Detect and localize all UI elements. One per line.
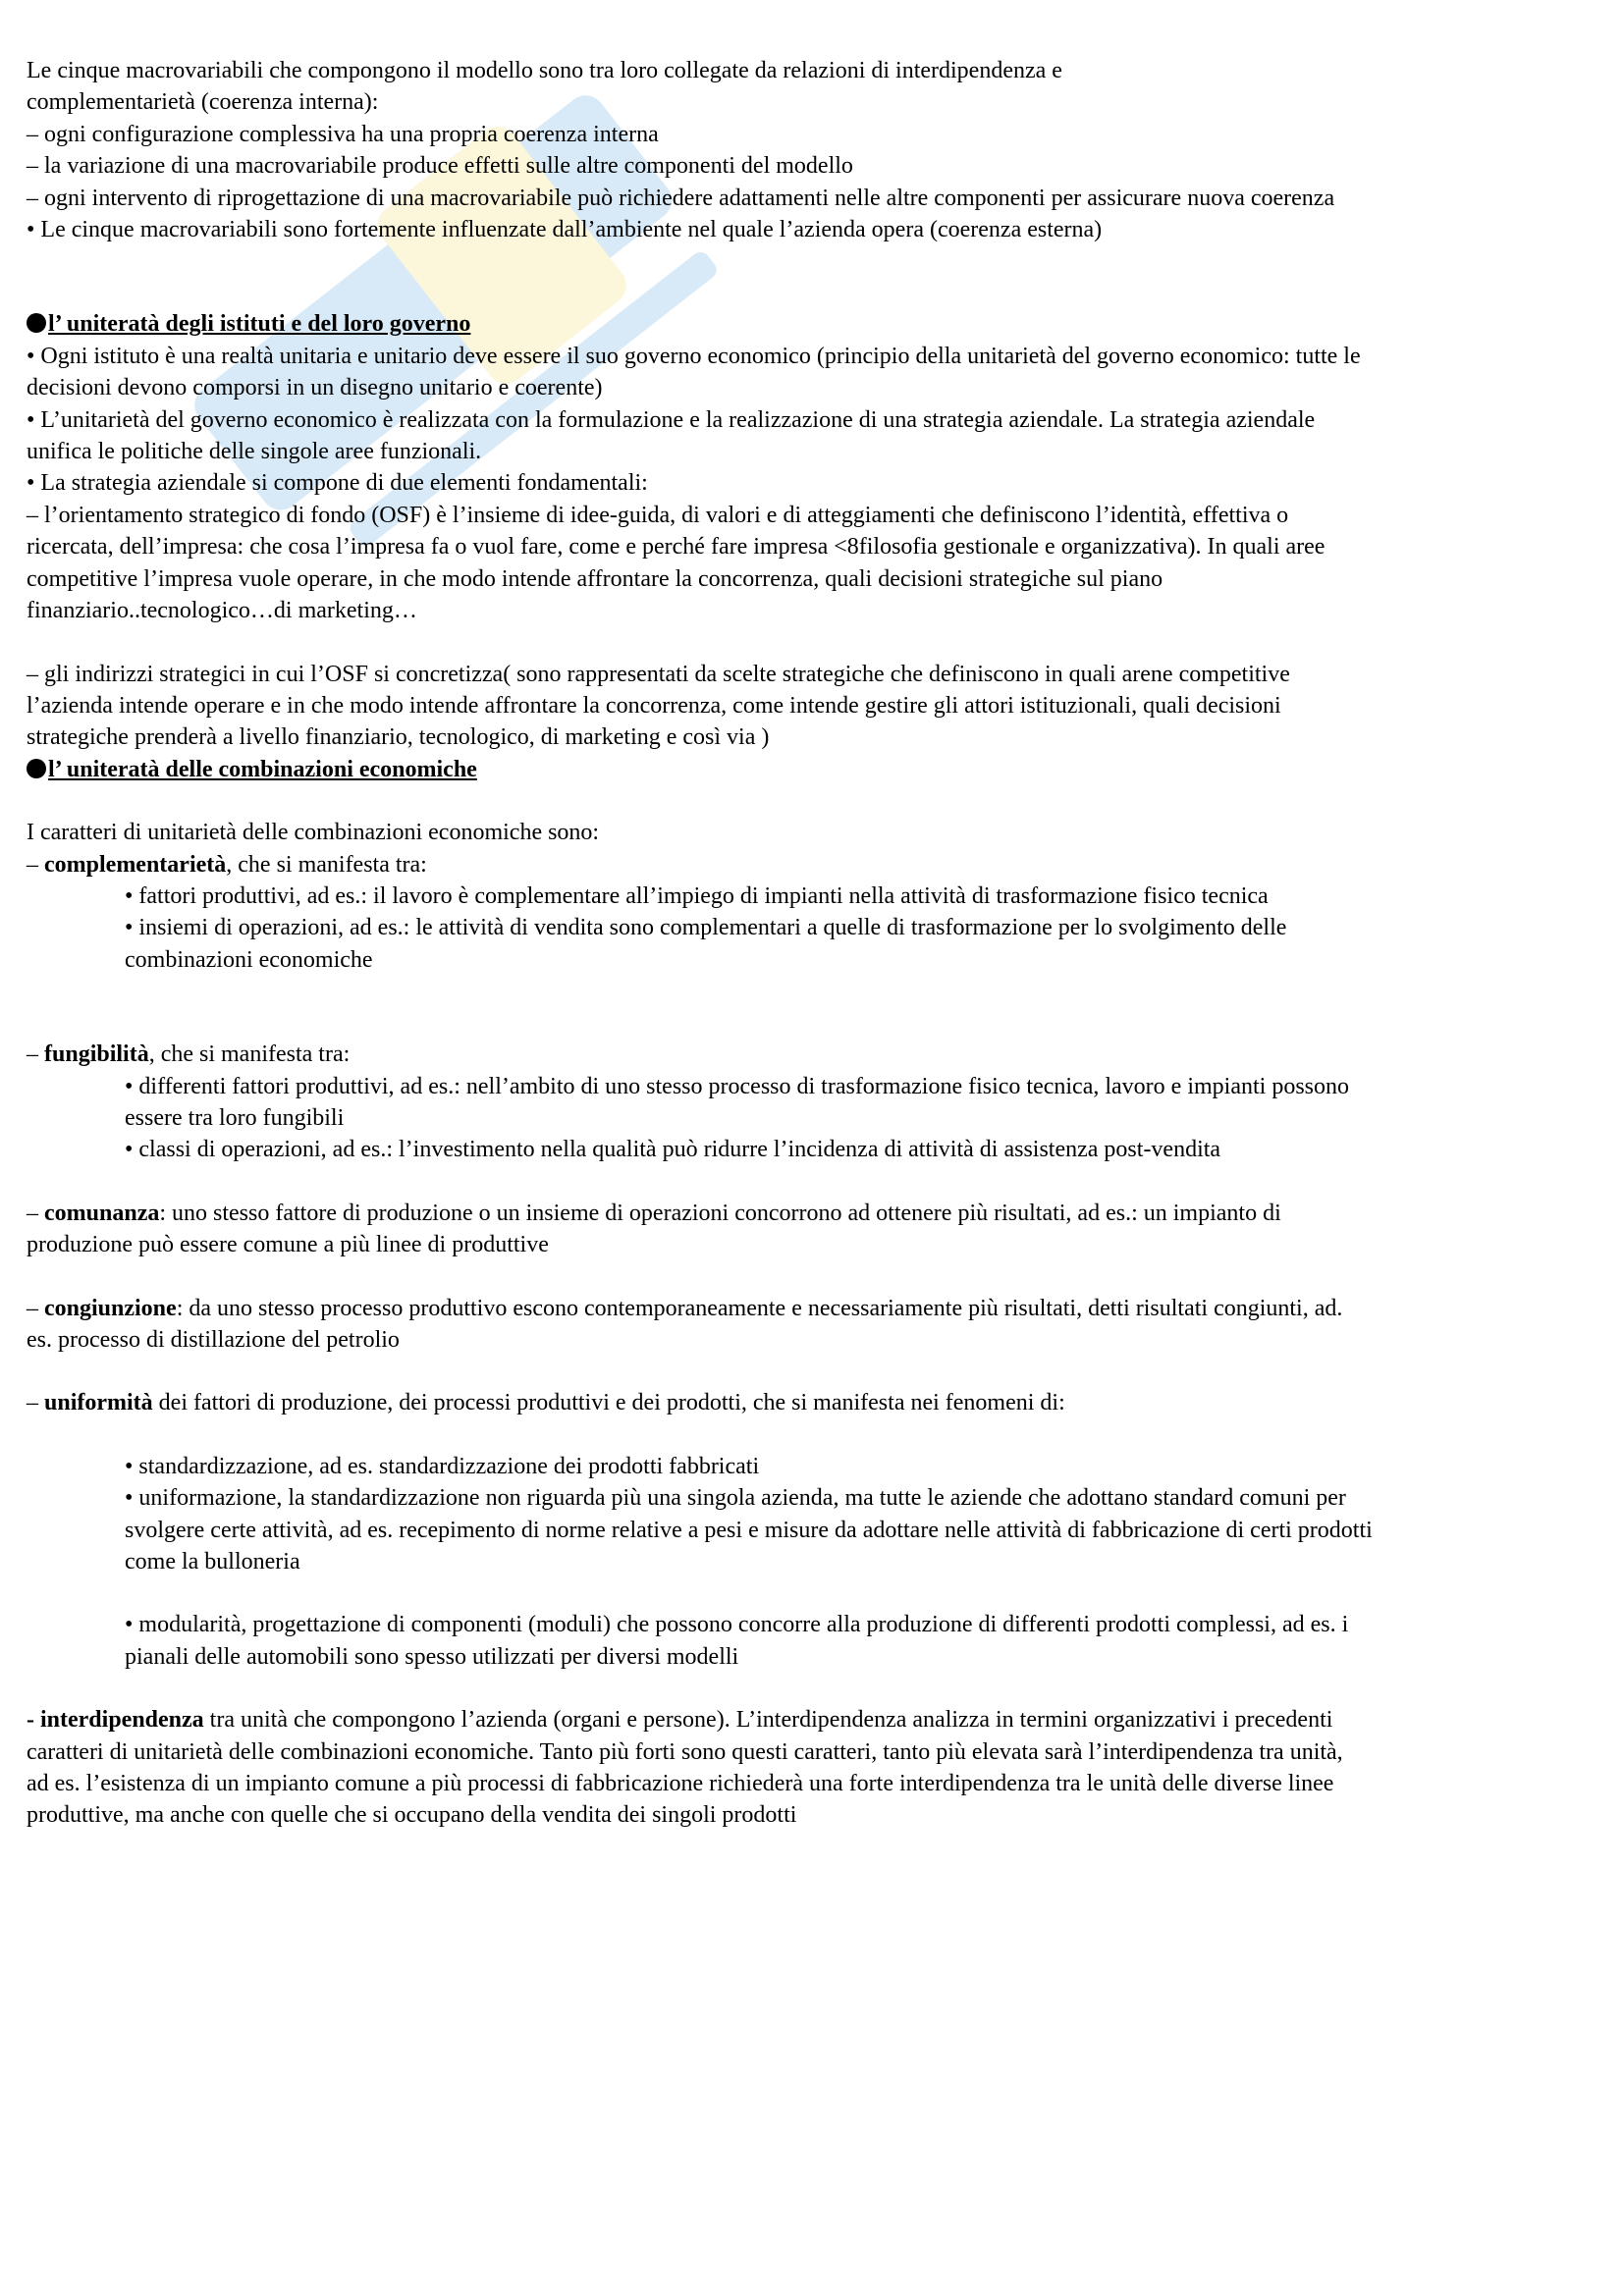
text-line: – gli indirizzi strategici in cui l’OSF si concretizza( sono rappresentati da scelte strategiche che definiscono in quali arene competitive <box>27 661 1290 687</box>
section-combinazioni <box>27 754 1597 1832</box>
term-label: complementarietà <box>44 851 227 878</box>
text-line: finanziario..tecnologico…di marketing… <box>27 598 417 624</box>
list-item: • differenti fattori produttivi, ad es.: nell’ambito di uno stesso processo di trasformazione fisico tecnica, lavoro e impianti possono <box>125 1073 1349 1099</box>
text-line: – la variazione di una macrovariabile produce effetti sulle altre componenti del modello <box>27 153 853 180</box>
term-rest: : uno stesso fattore di produzione o un insieme di operazioni concorrono ad ottenere più risultati, ad es.: un impianto di <box>159 1200 1281 1226</box>
text-line: Le cinque macrovariabili che compongono il modello sono tra loro collegate da relazioni di interdipendenza e <box>27 58 1062 83</box>
term-label: - interdipendenza <box>27 1707 204 1734</box>
text-line: decisioni devono comporsi in un disegno unitario e coerente) <box>27 375 603 401</box>
list-item: • classi di operazioni, ad es.: l’investimento nella qualità può ridurre l’incidenza di attività di assistenza post-vendita <box>125 1137 1221 1163</box>
bullet-dot-icon <box>27 313 46 333</box>
term-rest: : da uno stesso processo produttivo escono contemporaneamente e necessariamente più risultati, detti risultati congiunti, ad. <box>176 1295 1343 1321</box>
section-heading <box>27 308 1597 340</box>
text-line: unifica le politiche delle singole aree funzionali. <box>27 439 482 465</box>
text-line: produzione può essere comune a più linee di produttive <box>27 1232 549 1258</box>
text-line: ricercata, dell’impresa: che cosa l’impresa fa o vuol fare, come e perché fare impresa <8filosofia gestionale e organizzativa). In quali aree <box>27 534 1325 561</box>
text-line: es. processo di distillazione del petrolio <box>27 1327 400 1353</box>
term-label: uniformità <box>44 1390 153 1416</box>
document-page <box>27 55 1597 1832</box>
text-line: – l’orientamento strategico di fondo (OSF) è l’insieme di idee-guida, di valori e di atteggiamenti che definiscono l’identità, effettiva o <box>27 502 1289 528</box>
term-line <box>27 1293 1597 1324</box>
list-item: pianali delle automobili sono spesso utilizzati per diversi modelli <box>125 1643 739 1670</box>
list-item: combinazioni economiche <box>125 946 373 973</box>
text-line: competitive l’impresa vuole operare, in che modo intende affrontare la concorrenza, quali decisioni strategiche sul piano <box>27 565 1163 592</box>
term-line <box>27 1039 1597 1070</box>
text-line: caratteri di unitarietà delle combinazioni economiche. Tanto più forti sono questi caratteri, tanto più elevata sarà l’interdipendenza tra unità, <box>27 1738 1343 1765</box>
text-line: – ogni configurazione complessiva ha una propria coerenza interna <box>27 121 659 147</box>
term-label: fungibilità <box>44 1041 149 1068</box>
text-line: I caratteri di unitarietà delle combinazioni economiche sono: <box>27 820 600 846</box>
text-line: complementarietà (coerenza interna): <box>27 89 379 116</box>
term-line <box>27 1704 1597 1735</box>
term-line <box>27 1387 1597 1418</box>
list-item: • fattori produttivi, ad es.: il lavoro è complementare all’impiego di impianti nella attività di trasformazione fisico tecnica <box>125 882 1269 909</box>
section-heading-text: l’ uniteratà degli istituti e del loro governo <box>48 311 471 338</box>
text-line: strategiche prenderà a livello finanziario, tecnologico, di marketing e così via ) <box>27 724 770 751</box>
dash: – <box>27 1295 44 1321</box>
term-label: comunanza <box>44 1200 160 1226</box>
text-line: • Le cinque macrovariabili sono fortemente influenzate dall’ambiente nel quale l’azienda opera (coerenza esterna) <box>27 217 1103 243</box>
section-heading <box>27 754 1597 785</box>
term-rest: tra unità che compongono l’azienda (organi e persone). L’interdipendenza analizza in termini organizzativi i precedenti <box>203 1707 1333 1734</box>
text-line: • Ogni istituto è una realtà unitaria e unitario deve essere il suo governo economico (principio della unitarietà del governo economico: tutte le <box>27 343 1361 369</box>
list-item: svolgere certe attività, ad es. recepimento di norme relative a pesi e misure da adottare nelle attività di fabbricazione di certi prodotti <box>125 1517 1373 1543</box>
dash: – <box>27 851 44 878</box>
dash: – <box>27 1200 44 1226</box>
dash: – <box>27 1390 44 1416</box>
section-istituti <box>27 308 1597 753</box>
list-item: • insiemi di operazioni, ad es.: le attività di vendita sono complementari a quelle di trasformazione per lo svolgimento delle <box>125 915 1287 941</box>
list-item: • uniformazione, la standardizzazione non riguarda più una singola azienda, ma tutte le aziende che adottano standard comuni per <box>125 1485 1346 1512</box>
term-rest: , che si manifesta tra: <box>226 851 427 878</box>
text-line: • L’unitarietà del governo economico è realizzata con la formulazione e la realizzazione di una strategia aziendale. La strategia aziendale <box>27 406 1316 433</box>
term-line <box>27 849 1597 881</box>
list-item: • modularità, progettazione di componenti (moduli) che possono concorre alla produzione di differenti prodotti complessi, ad es. i <box>125 1612 1349 1638</box>
term-rest: , che si manifesta tra: <box>148 1041 351 1068</box>
text-line: produttive, ma anche con quelle che si occupano della vendita dei singoli prodotti <box>27 1802 797 1829</box>
section-heading-text: l’ uniteratà delle combinazioni economiche <box>48 756 477 782</box>
term-line <box>27 1198 1597 1229</box>
term-rest: dei fattori di produzione, dei processi produttivi e dei prodotti, che si manifesta nei fenomeni di: <box>152 1390 1065 1416</box>
intro-paragraph <box>27 55 1597 245</box>
list-item: essere tra loro fungibili <box>125 1104 345 1131</box>
term-label: congiunzione <box>44 1295 177 1321</box>
bullet-dot-icon <box>27 759 46 778</box>
text-line: ad es. l’esistenza di un impianto comune a più processi di fabbricazione richiederà una forte interdipendenza tra le unità delle diverse linee <box>27 1771 1334 1797</box>
text-line: – ogni intervento di riprogettazione di una macrovariabile può richiedere adattamenti nelle altre componenti per assicurare nuova coerenza <box>27 185 1335 211</box>
text-line: l’azienda intende operare e in che modo intende affrontare la concorrenza, come intende gestire gli attori istituzionali, quali decisioni <box>27 692 1281 719</box>
text-line: • La strategia aziendale si compone di due elementi fondamentali: <box>27 470 648 497</box>
dash: – <box>27 1041 44 1068</box>
list-item: come la bulloneria <box>125 1549 300 1575</box>
list-item: • standardizzazione, ad es. standardizzazione dei prodotti fabbricati <box>125 1453 760 1479</box>
